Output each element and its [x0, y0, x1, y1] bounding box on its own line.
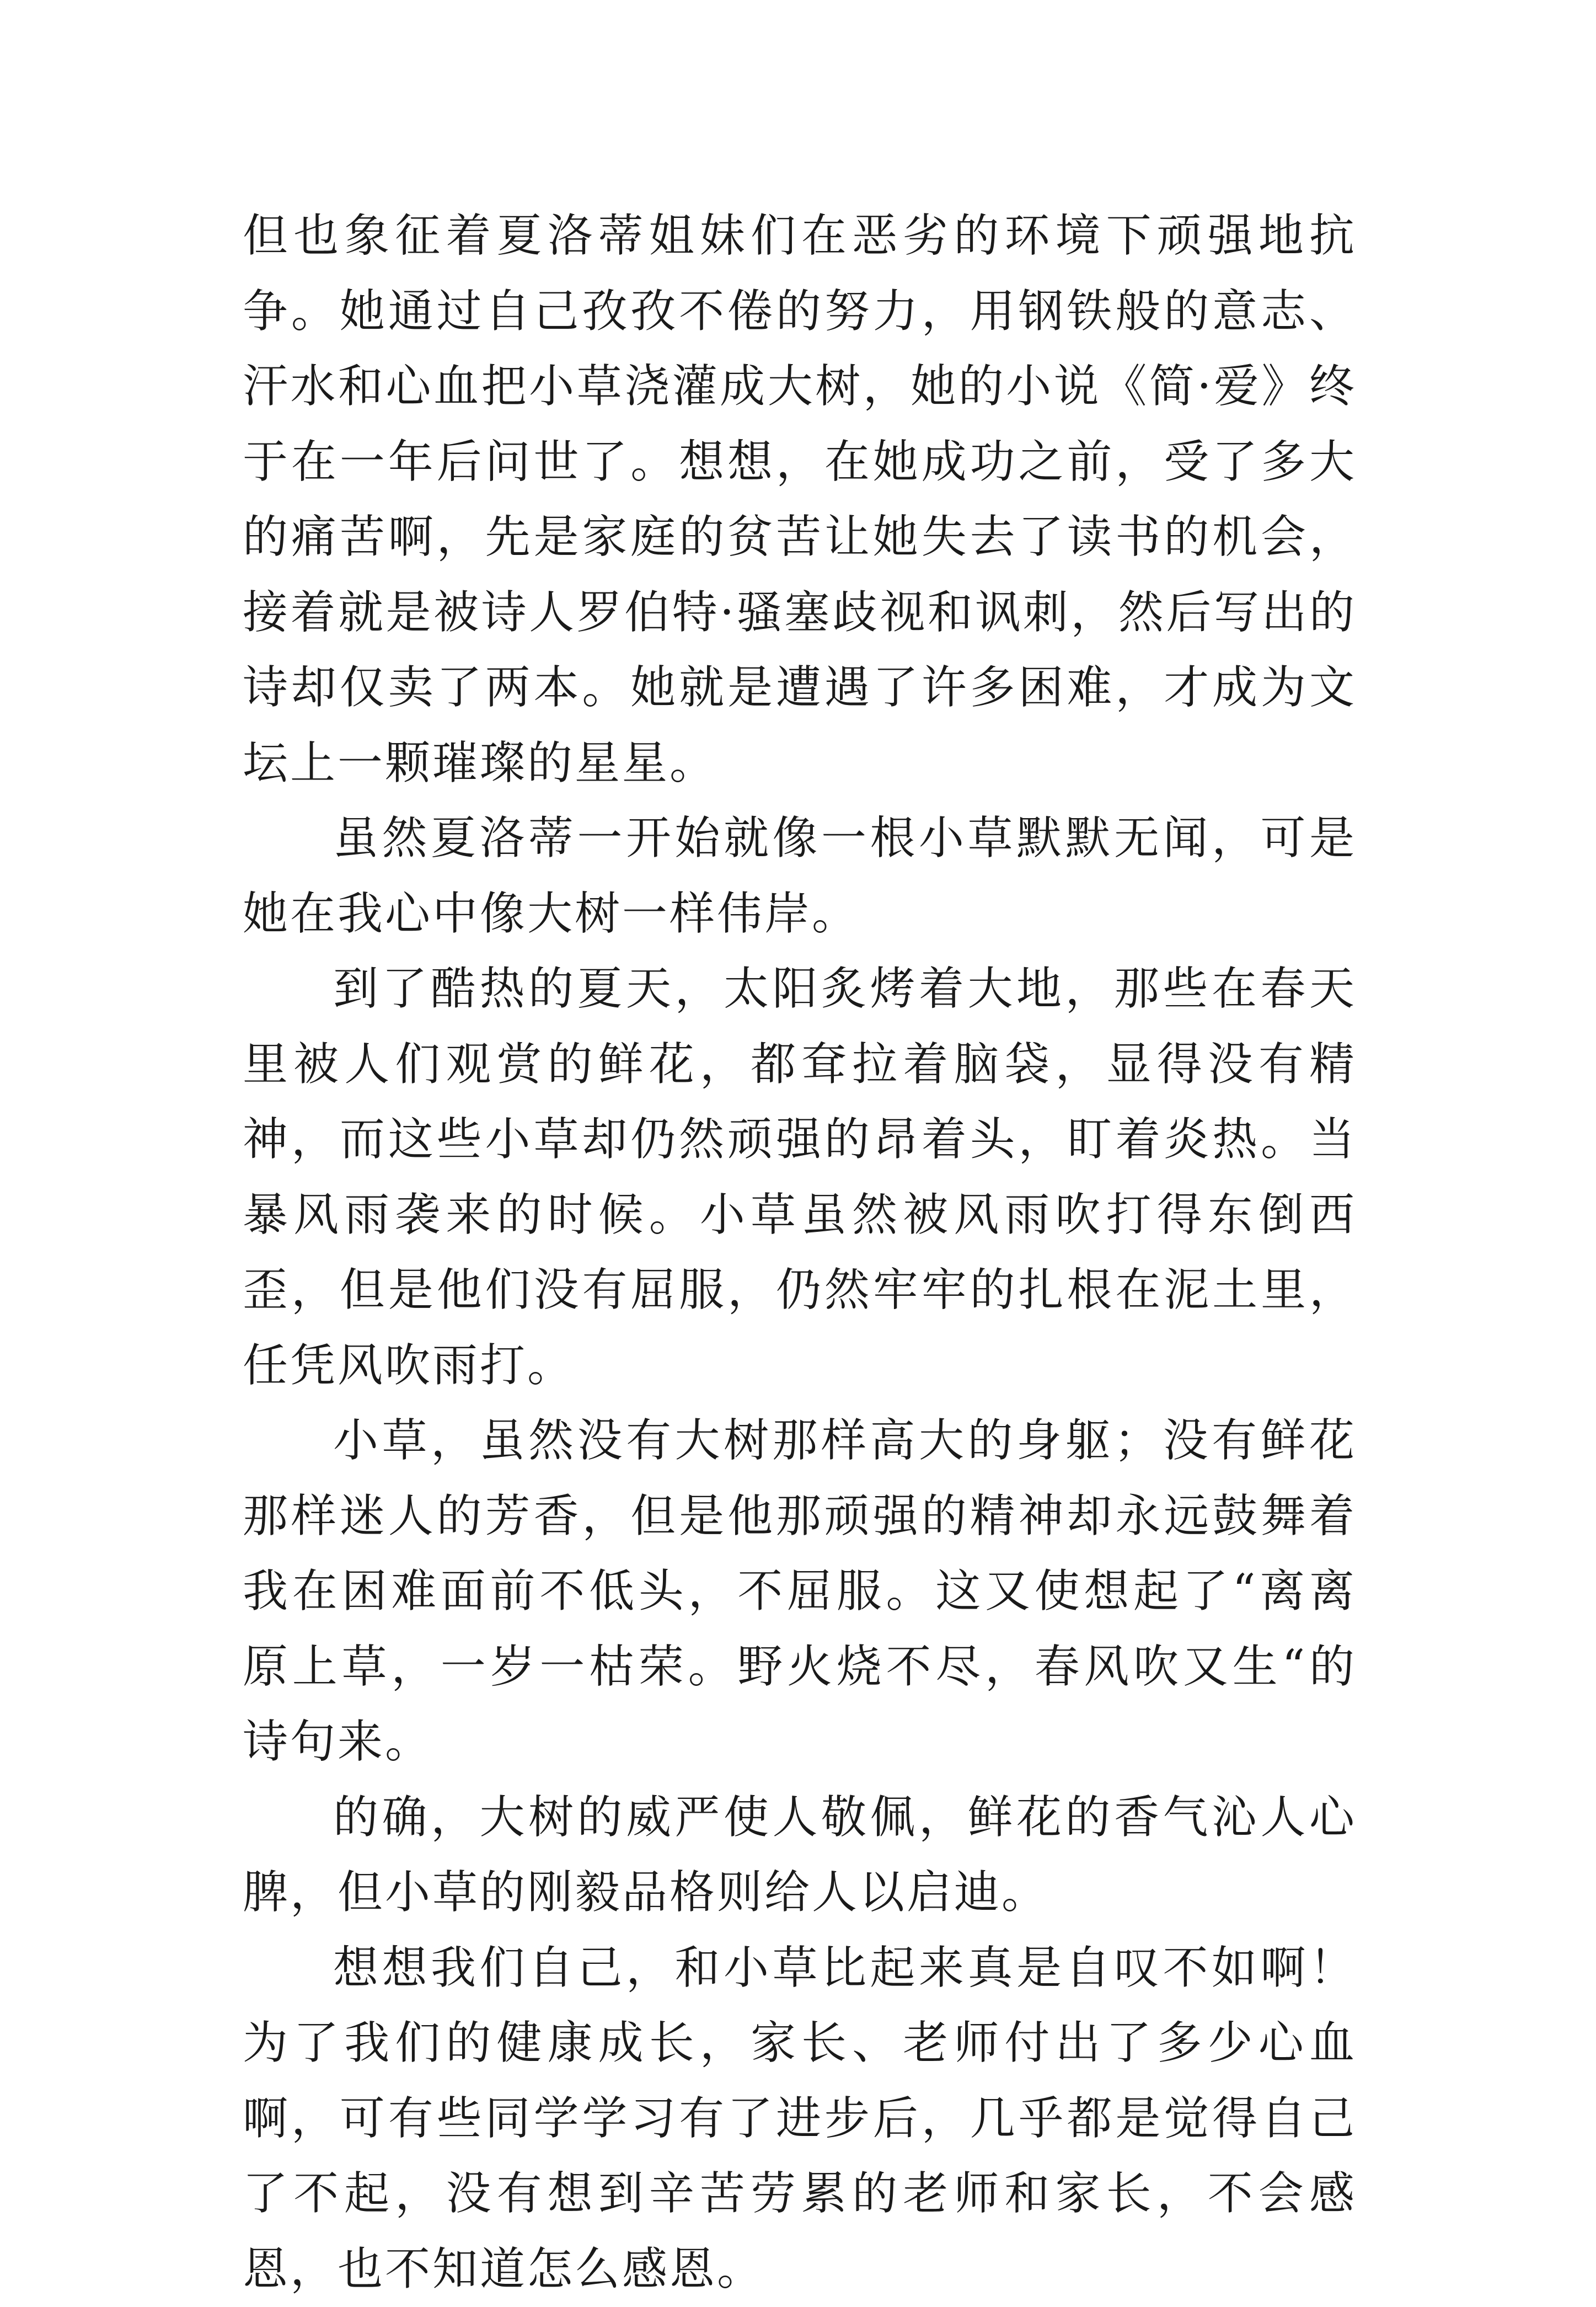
paragraph-5: 的确，大树的威严使人敬佩，鲜花的香气沁人心脾，但小草的刚毅品格则给人以启迪。	[243, 1780, 1357, 1931]
paragraph-6: 想想我们自己，和小草比起来真是自叹不如啊！为了我们的健康成长，家长、老师付出了多少心血啊，可有些同学学习有了进步后，几乎都是觉得自己了不起，没有想到辛苦劳累的老师和家长，不会感恩，也不知道怎么感恩。	[243, 1931, 1357, 2307]
paragraph-3: 到了酷热的夏天，太阳炙烤着大地，那些在春天里被人们观赏的鲜花，都耷拉着脑袋，显得没有精神，而这些小草却仍然顽强的昂着头，盯着炎热。当暴风雨袭来的时候。小草虽然被风雨吹打得东倒西歪，但是他们没有屈服，仍然牢牢的扎根在泥土里，任凭风吹雨打。	[243, 952, 1357, 1403]
paragraph-2: 虽然夏洛蒂一开始就像一根小草默默无闻，可是她在我心中像大树一样伟岸。	[243, 801, 1357, 952]
paragraph-1: 但也象征着夏洛蒂姐妹们在恶劣的环境下顽强地抗争。她通过自己孜孜不倦的努力，用钢铁般的意志、汗水和心血把小草浇灌成大树，她的小说《简·爱》终于在一年后问世了。想想，在她成功之前，受了多大的痛苦啊，先是家庭的贫苦让她失去了读书的机会，接着就是被诗人罗伯特·骚塞歧视和讽刺，然后写出的诗却仅卖了两本。她就是遭遇了许多困难，才成为文坛上一颗璀璨的星星。	[243, 199, 1357, 801]
paragraph-4: 小草，虽然没有大树那样高大的身躯；没有鲜花那样迷人的芳香，但是他那顽强的精神却永远鼓舞着我在困难面前不低头，不屈服。这又使想起了“离离原上草，一岁一枯荣。野火烧不尽，春风吹又生“的诗句来。	[243, 1403, 1357, 1780]
document-body	[243, 199, 1357, 2307]
